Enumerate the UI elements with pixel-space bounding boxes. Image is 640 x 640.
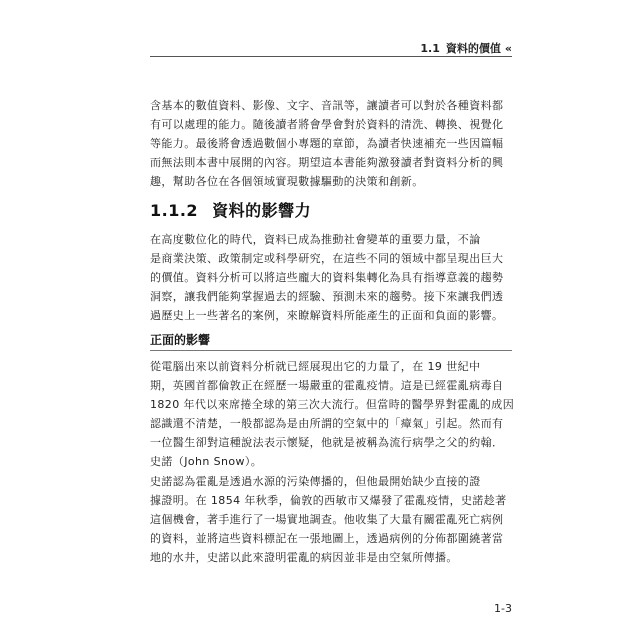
paragraph-john-snow bbox=[150, 472, 512, 567]
header-marks: « bbox=[504, 41, 512, 55]
text-line: 史諾（John Snow）。 bbox=[150, 455, 263, 468]
text-line: 一位醫生卻對這種說法表示懷疑，他就是被稱為流行病學之父的約翰． bbox=[150, 436, 504, 449]
text-line: 等能力。最後將會透過數個小專題的章節，為讀者快速補充一些因篇幅 bbox=[150, 137, 504, 150]
paragraph-intro-continued bbox=[150, 96, 512, 191]
header-section-number: 1.1 bbox=[420, 41, 440, 55]
subsection-heading: 正面的影響 bbox=[150, 333, 211, 347]
text-line: 認識還不清楚，一般都認為是由所謂的空氣中的「瘴氣」引起。然而有 bbox=[150, 417, 504, 430]
text-line: 而無法則本書中展開的內容。期望這本書能夠激發讀者對資料分析的興 bbox=[150, 156, 504, 169]
text-line: 據證明。在 1854 年秋季，倫敦的西敏市又爆發了霍亂疫情，史諾趁著 bbox=[150, 494, 507, 507]
section-number: 1.1.2 bbox=[150, 201, 199, 220]
text-line: 的資料，並將這些資料標記在一張地圖上，透過病例的分佈都圍繞著當 bbox=[150, 532, 504, 545]
text-line: 地的水井，史諾以此來證明霍亂的病因並非是由空氣所傳播。 bbox=[150, 551, 458, 564]
text-line: 期，英國首都倫敦正在經歷一場嚴重的霍亂疫情。這是已經霍亂病毒自 bbox=[150, 379, 504, 392]
header-section-title: 資料的價值 bbox=[445, 42, 501, 55]
text-line: 過歷史上一些著名的案例，來瞭解資料所能產生的正面和負面的影響。 bbox=[150, 309, 504, 322]
running-header bbox=[150, 40, 512, 56]
text-line: 的價值。資料分析可以將這些龐大的資料集轉化為具有指導意義的趨勢 bbox=[150, 271, 504, 284]
text-line: 趣，幫助各位在各個領域實現數據驅動的決策和創新。 bbox=[150, 175, 424, 188]
paragraph-influence bbox=[150, 230, 512, 325]
text-line: 有可以處理的能力。隨後讀者將會學會對於資料的清洗、轉換、視覺化 bbox=[150, 118, 504, 131]
page-number: 1-3 bbox=[494, 602, 512, 615]
text-line: 史諾認為霍亂是透過水源的污染傳播的，但他最開始缺少直接的證 bbox=[150, 475, 481, 488]
text-line: 是商業決策、政策制定或科學研究，在這些不同的領域中都呈現出巨大 bbox=[150, 252, 504, 265]
text-line: 在高度數位化的時代，資料已成為推動社會變革的重要力量，不論 bbox=[150, 233, 481, 246]
text-line: 1820 年代以來席捲全球的第三次大流行。但當時的醫學界對霍亂的成因 bbox=[150, 398, 515, 411]
text-line: 從電腦出來以前資料分析就已經展現出它的力量了，在 19 世紀中 bbox=[150, 360, 481, 373]
paragraph-cholera-history bbox=[150, 357, 515, 471]
section-title: 資料的影響力 bbox=[212, 201, 312, 220]
section-heading bbox=[150, 198, 311, 221]
text-line: 含基本的數值資料、影像、文字、音訊等，讓讀者可以對於各種資料都 bbox=[150, 99, 504, 112]
text-line: 洞察，讓我們能夠掌握過去的經驗、預測未來的趨勢。接下來讓我們透 bbox=[150, 290, 504, 303]
subsection-divider bbox=[150, 350, 512, 351]
text-line: 這個機會，著手進行了一場實地調查。他收集了大量有關霍亂死亡病例 bbox=[150, 513, 504, 526]
header-divider bbox=[150, 56, 512, 57]
